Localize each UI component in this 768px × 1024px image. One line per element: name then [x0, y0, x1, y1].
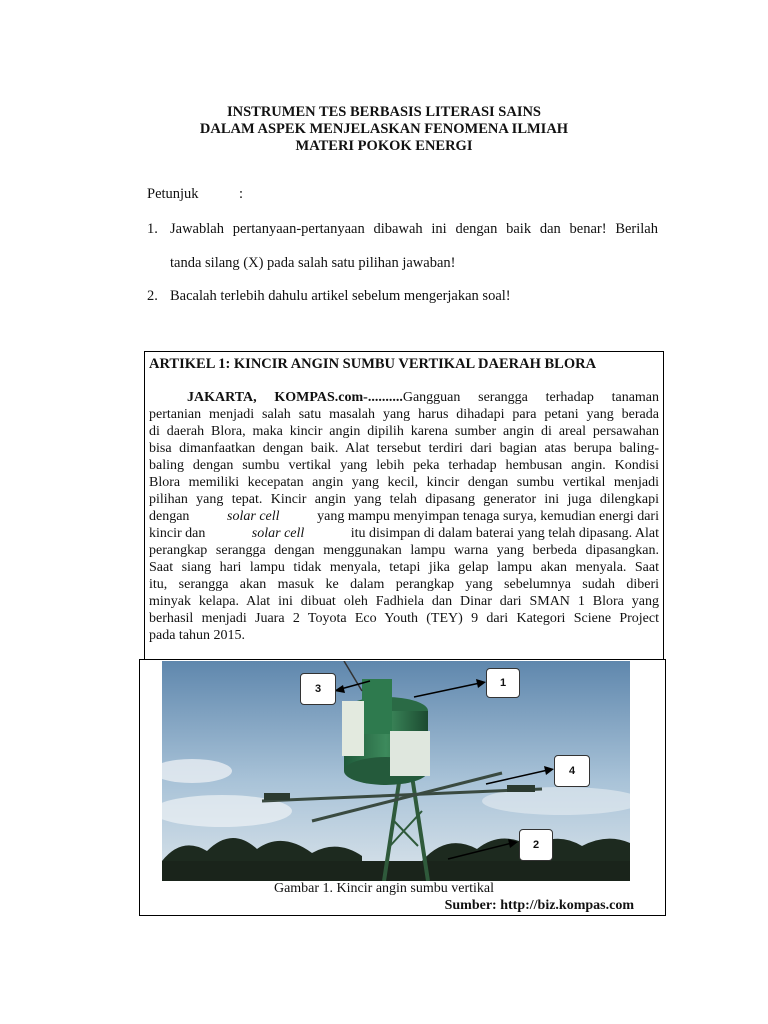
article-line: pertanian menjadi salah satu masalah yang harus dihadapi para petani yang berada: [149, 407, 659, 422]
title-line-2: DALAM ASPEK MENJELASKAN FENOMENA ILMIAH: [199, 121, 569, 137]
article-text: kincir dan: [149, 526, 206, 541]
article-line: di daerah Blora, maka kincir angin dipilih karena sumber angin di areal persawahan: [149, 424, 659, 439]
article-line: baling dengan sumbu vertikal yang lebih peka terhadap hembusan angin. Kondisi: [149, 458, 659, 473]
title-line-1: INSTRUMEN TES BERBASIS LITERASI SAINS: [226, 104, 541, 120]
item-number: 2.: [147, 288, 158, 304]
article-line: Saat siang hari lampu tidak menyala, tetapi jika gelap lampu akan menyala. Saat: [149, 560, 659, 575]
item-text-continued: tanda silang (X) pada salah satu pilihan jawaban!: [170, 255, 456, 271]
item-text: Bacalah terlebih dahulu artikel sebelum mengerjakan soal!: [170, 288, 511, 304]
petunjuk-colon: :: [239, 186, 244, 202]
item-text: Jawablah pertanyaan-pertanyaan dibawah ini dengan baik dan benar! Berilah: [170, 221, 658, 237]
arrow-icon: [334, 681, 370, 693]
article-line: Blora memiliki kecepatan angin yang kecil, kincir dengan sumbu vertikal menjadi: [149, 475, 659, 490]
arrow-icon: [448, 839, 518, 859]
arrow-icon: [486, 766, 554, 784]
label-4: 4: [554, 755, 590, 787]
article-line: itu, serangga akan masuk ke dalam perangkap yang sebelumnya sudah diberi: [149, 577, 659, 592]
article-heading: ARTIKEL 1: KINCIR ANGIN SUMBU VERTIKAL DAERAH BLORA: [149, 356, 597, 372]
article-italic: solar cell: [227, 509, 280, 524]
arrow-icon: [414, 679, 486, 697]
article-line: pada tahun 2015.: [149, 628, 246, 643]
article-line: pilihan yang tepat. Kincir angin yang telah dipasang generator ini juga dilengkapi: [149, 492, 659, 507]
article-text: itu disimpan di dalam baterai yang telah dipasang. Alat: [350, 526, 659, 541]
article-text: Gangguan serangga terhadap tanaman: [402, 390, 660, 405]
article-text: yang mampu menyimpan tenaga surya, kemudian energi dari: [317, 509, 659, 524]
item-number: 1.: [147, 221, 158, 237]
figure-source: Sumber: http://biz.kompas.com: [444, 898, 634, 913]
article-text: dengan: [149, 509, 190, 524]
article-line: perangkap serangga dengan menggunakan lampu warna yang berbeda dipasangkan.: [149, 543, 659, 558]
article-line: berhasil menjadi Juara 2 Toyota Eco Youth (TEY) 9 dari Kategori Sciene Project: [149, 611, 659, 626]
article-line: minyak kelapa. Alat ini dibuat oleh Fadhiela dan Dinar dari SMAN 1 Blora yang: [149, 594, 659, 609]
label-3: 3: [300, 673, 336, 705]
article-dateline: JAKARTA, KOMPAS.com-..........: [187, 390, 403, 405]
article-italic: solar cell: [251, 526, 305, 541]
figure-caption: Gambar 1. Kincir angin sumbu vertikal: [273, 881, 495, 896]
label-1: 1: [486, 668, 520, 698]
petunjuk-text: Petunjuk: [147, 186, 199, 202]
title-line-3: MATERI POKOK ENERGI: [295, 138, 473, 154]
article-line: bisa dimanfaatkan dengan baik. Alat tersebut terdiri dari bagian atas berupa baling-: [149, 441, 659, 456]
label-2: 2: [519, 829, 553, 861]
